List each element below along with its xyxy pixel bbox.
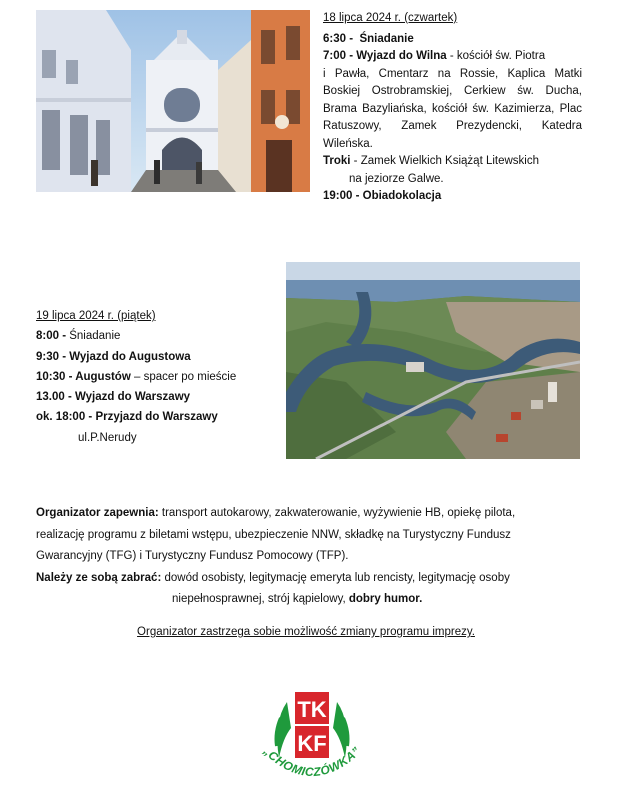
day2-item-text: Śniadanie [66,330,121,343]
day2-item-3 [36,387,276,407]
logo-arc-text: „CHOMICZÓWKA” [260,744,364,780]
day1-breakfast-line [323,31,582,49]
day1-depart-desc-6: Wileńska. [323,137,373,150]
day1-troki-desc-2: na jeziorze Galwe. [349,172,444,185]
day2-item-text: Augustów [72,370,131,383]
day2-item-time: ok. 18:00 - [36,411,93,424]
organizer-text-3: Gwarancyjny (TFG) i Turystyczny Fundusz Pomocowy (TFP). [36,550,349,562]
bring-line-1 [36,568,576,590]
day1-depart-label: Wyjazd do Wilna [356,50,447,62]
vilnius-gate-photo [36,10,310,192]
day1-troki-label: Troki [323,155,351,167]
day2-program [36,306,276,448]
organizer-text-2: realizację programu z biletami wstępu, ubezpieczenie NNW, składkę na Turystyczny Fundusz [36,528,511,541]
bring-text: dowód osobisty, legitymację emeryta lub rencisty, legitymację osoby [161,571,510,584]
day2-address: ul.P.Nerudy [78,431,137,444]
organizer-line-1 [36,503,576,525]
day1-depart-desc: - kościół św. Piotra [446,50,546,62]
day2-item-time: 10:30 - [36,370,73,383]
day1-depart-desc-5: Ratuszowy, Zamek Prezydencki, Katedra [323,120,582,132]
bring-text-2: niepełnosprawnej, strój kąpielowy, [172,593,349,605]
day1-breakfast: Śniadanie [359,32,414,45]
organizer-label: Organizator zapewnia: [36,507,159,519]
logo-letters-top: TK [297,697,327,722]
bring-humor: dobry humor. [348,593,423,605]
day1-depart-line [323,48,582,66]
day2-item-0 [36,326,276,346]
change-note: Organizator zastrzega sobie możliwość zmiany programu imprezy. [137,626,475,638]
day2-item-rest: – spacer po mieście [130,370,237,383]
day2-item-text: Przyjazd do Warszawy [92,411,218,424]
day2-item-1 [36,347,276,367]
organizer-text: transport autokarowy, zakwaterowanie, wyżywienie HB, opiekę pilota, [158,507,516,519]
day1-dinner-line [323,188,582,206]
day2-item-time: 9:30 - [36,350,67,363]
bring-line-2 [36,589,576,611]
logo-letters-bottom: KF [297,731,327,756]
day1-dinner-time: 19:00 - [323,190,360,202]
day1-depart-desc-3: Boskiej Ostrobramskiej, Cerkiew św. Ducha, [323,85,582,97]
augustow-aerial-photo [286,262,580,459]
day1-depart-desc-4: Brama Bazyliańska, kościół św. Kazimierza, Plac [323,102,582,115]
day1-program [323,10,582,206]
day1-date: 18 lipca 2024 r. (czwartek) [323,12,458,24]
day1-breakfast-time: 6:30 - [323,32,354,45]
day2-date: 19 lipca 2024 r. (piątek) [36,310,156,322]
day1-depart-desc-2: i Pawła, Cmentarz na Rossie, Kaplica Matki [323,67,582,80]
day2-item-4 [36,407,276,427]
organizer-info [36,503,576,611]
day1-dinner: Obiadokolacja [362,190,442,202]
day2-item-time: 13.00 - [36,391,72,404]
day2-item-time: 8:00 - [36,330,67,343]
day2-item-text: Wyjazd do Warszawy [71,391,191,404]
day2-item-2 [36,367,276,387]
day2-item-text: Wyjazd do Augustowa [66,350,191,363]
bring-label: Należy ze sobą zabrać: [36,571,162,584]
day1-troki-desc: - Zamek Wielkich Książąt Litewskich [350,155,540,167]
tkkf-chomiczowka-logo [247,688,377,800]
day1-troki-line [323,153,582,171]
day1-depart-time: 7:00 - [323,50,354,62]
